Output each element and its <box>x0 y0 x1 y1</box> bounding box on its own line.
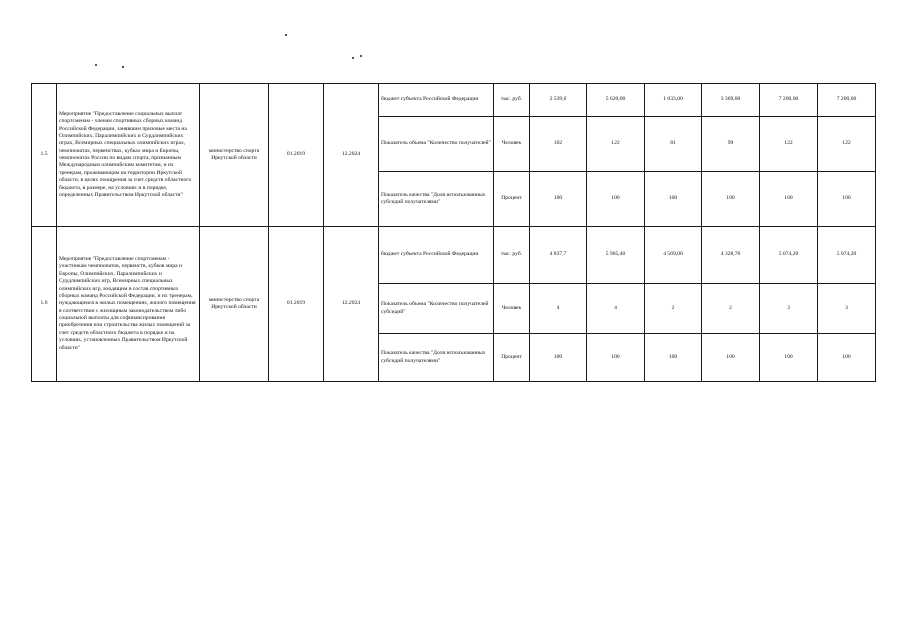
value-cell: 100 <box>818 172 876 227</box>
value-cell: 100 <box>530 172 587 227</box>
value-cell: 100 <box>587 172 645 227</box>
value-cell: 100 <box>760 334 818 382</box>
unit: тыс. руб. <box>494 227 530 284</box>
end-date: 12.2024 <box>324 84 379 227</box>
value-cell: 100 <box>702 172 760 227</box>
value-cell: 5 074,20 <box>818 227 876 284</box>
value-cell: 7 200,00 <box>760 84 818 117</box>
value-cell: 100 <box>760 172 818 227</box>
end-date: 12.2024 <box>324 227 379 382</box>
value-cell: 99 <box>702 117 760 172</box>
value-cell: 2 539,0 <box>530 84 587 117</box>
unit: Человек <box>494 117 530 172</box>
program-table <box>31 83 876 382</box>
unit: Процент <box>494 334 530 382</box>
event-description: Мероприятие "Предоставление социальных выплат спортсменам - членам спортивных сборных команд Российской Федерации, занявшим призовые места на Олимпийских, Паралимпийских и Сурдлимпийских играх, Всемирных специальных олимпийских играх, чемпионатах, первенствах, кубках мира и Европы, чемпионатах России по видам спорта, признанным Международным олимпийским комитетом, и их тренерам, проживающим на территории Иркутской области, в целях поощрения за счет средств областного бюджета, в размере, на условиях и в порядке, определенных Правительством Иркутской области" <box>57 84 200 227</box>
value-cell: 4 <box>587 284 645 334</box>
value-cell: 100 <box>587 334 645 382</box>
value-cell: 102 <box>530 117 587 172</box>
value-cell: 100 <box>645 334 702 382</box>
indicator-name: Показатель объема "Количество получателей" <box>379 117 494 172</box>
unit: Процент <box>494 172 530 227</box>
indicator-name: Показатель объема "Количество получателей субсидий" <box>379 284 494 334</box>
value-cell: 7 200,00 <box>818 84 876 117</box>
executor: министерство спорта Иркутской области <box>200 84 269 227</box>
value-cell: 100 <box>530 334 587 382</box>
unit: тыс. руб. <box>494 84 530 117</box>
table-row <box>32 84 876 117</box>
executor: министерство спорта Иркутской области <box>200 227 269 382</box>
indicator-name: Показатель качества "Доля использованных субсидий получателями" <box>379 172 494 227</box>
value-cell: 100 <box>645 172 702 227</box>
value-cell: 1 033,00 <box>645 84 702 117</box>
row-number: 1.6 <box>32 227 57 382</box>
table-row <box>32 227 876 284</box>
value-cell: 100 <box>818 334 876 382</box>
indicator-name: бюджет субъекта Российской Федерации <box>379 227 494 284</box>
value-cell: 3 <box>818 284 876 334</box>
value-cell: 122 <box>587 117 645 172</box>
value-cell: 2 <box>645 284 702 334</box>
start-date: 01.2019 <box>269 227 324 382</box>
indicator-name: Показатель качества "Доля использованных субсидий получателями" <box>379 334 494 382</box>
value-cell: 4 569,00 <box>645 227 702 284</box>
value-cell: 122 <box>818 117 876 172</box>
value-cell: 3 <box>760 284 818 334</box>
value-cell: 5 074,20 <box>760 227 818 284</box>
value-cell: 4 328,70 <box>702 227 760 284</box>
value-cell: 100 <box>702 334 760 382</box>
value-cell: 5 620,00 <box>587 84 645 117</box>
value-cell: 5 985,40 <box>587 227 645 284</box>
value-cell: 3 369,00 <box>702 84 760 117</box>
indicator-name: бюджет субъекта Российской Федерации <box>379 84 494 117</box>
value-cell: 81 <box>645 117 702 172</box>
value-cell: 122 <box>760 117 818 172</box>
event-description: Мероприятие "Предоставление спортсменам - участникам чемпионатов, первенств, кубков мира и Европы, Олимпийских, Паралимпийских и Сурдлимпийских игр, Всемирных специальных олимпийских игр, входящим в состав спортивных сборных команд Российской Федерации, и их тренерам, нуждающимся в жилых помещениях, жилого помещения в соответствии с жилищным законодательством либо социальной выплаты для софинансирования приобретения или строительства жилых помещений за счет средств областного бюджета в порядке и на условиях, установленных Правительством Иркутской области" <box>57 227 200 382</box>
value-cell: 2 <box>702 284 760 334</box>
value-cell: 4 837,7 <box>530 227 587 284</box>
row-number: 1.5 <box>32 84 57 227</box>
unit: Человек <box>494 284 530 334</box>
start-date: 01.2019 <box>269 84 324 227</box>
value-cell: 4 <box>530 284 587 334</box>
